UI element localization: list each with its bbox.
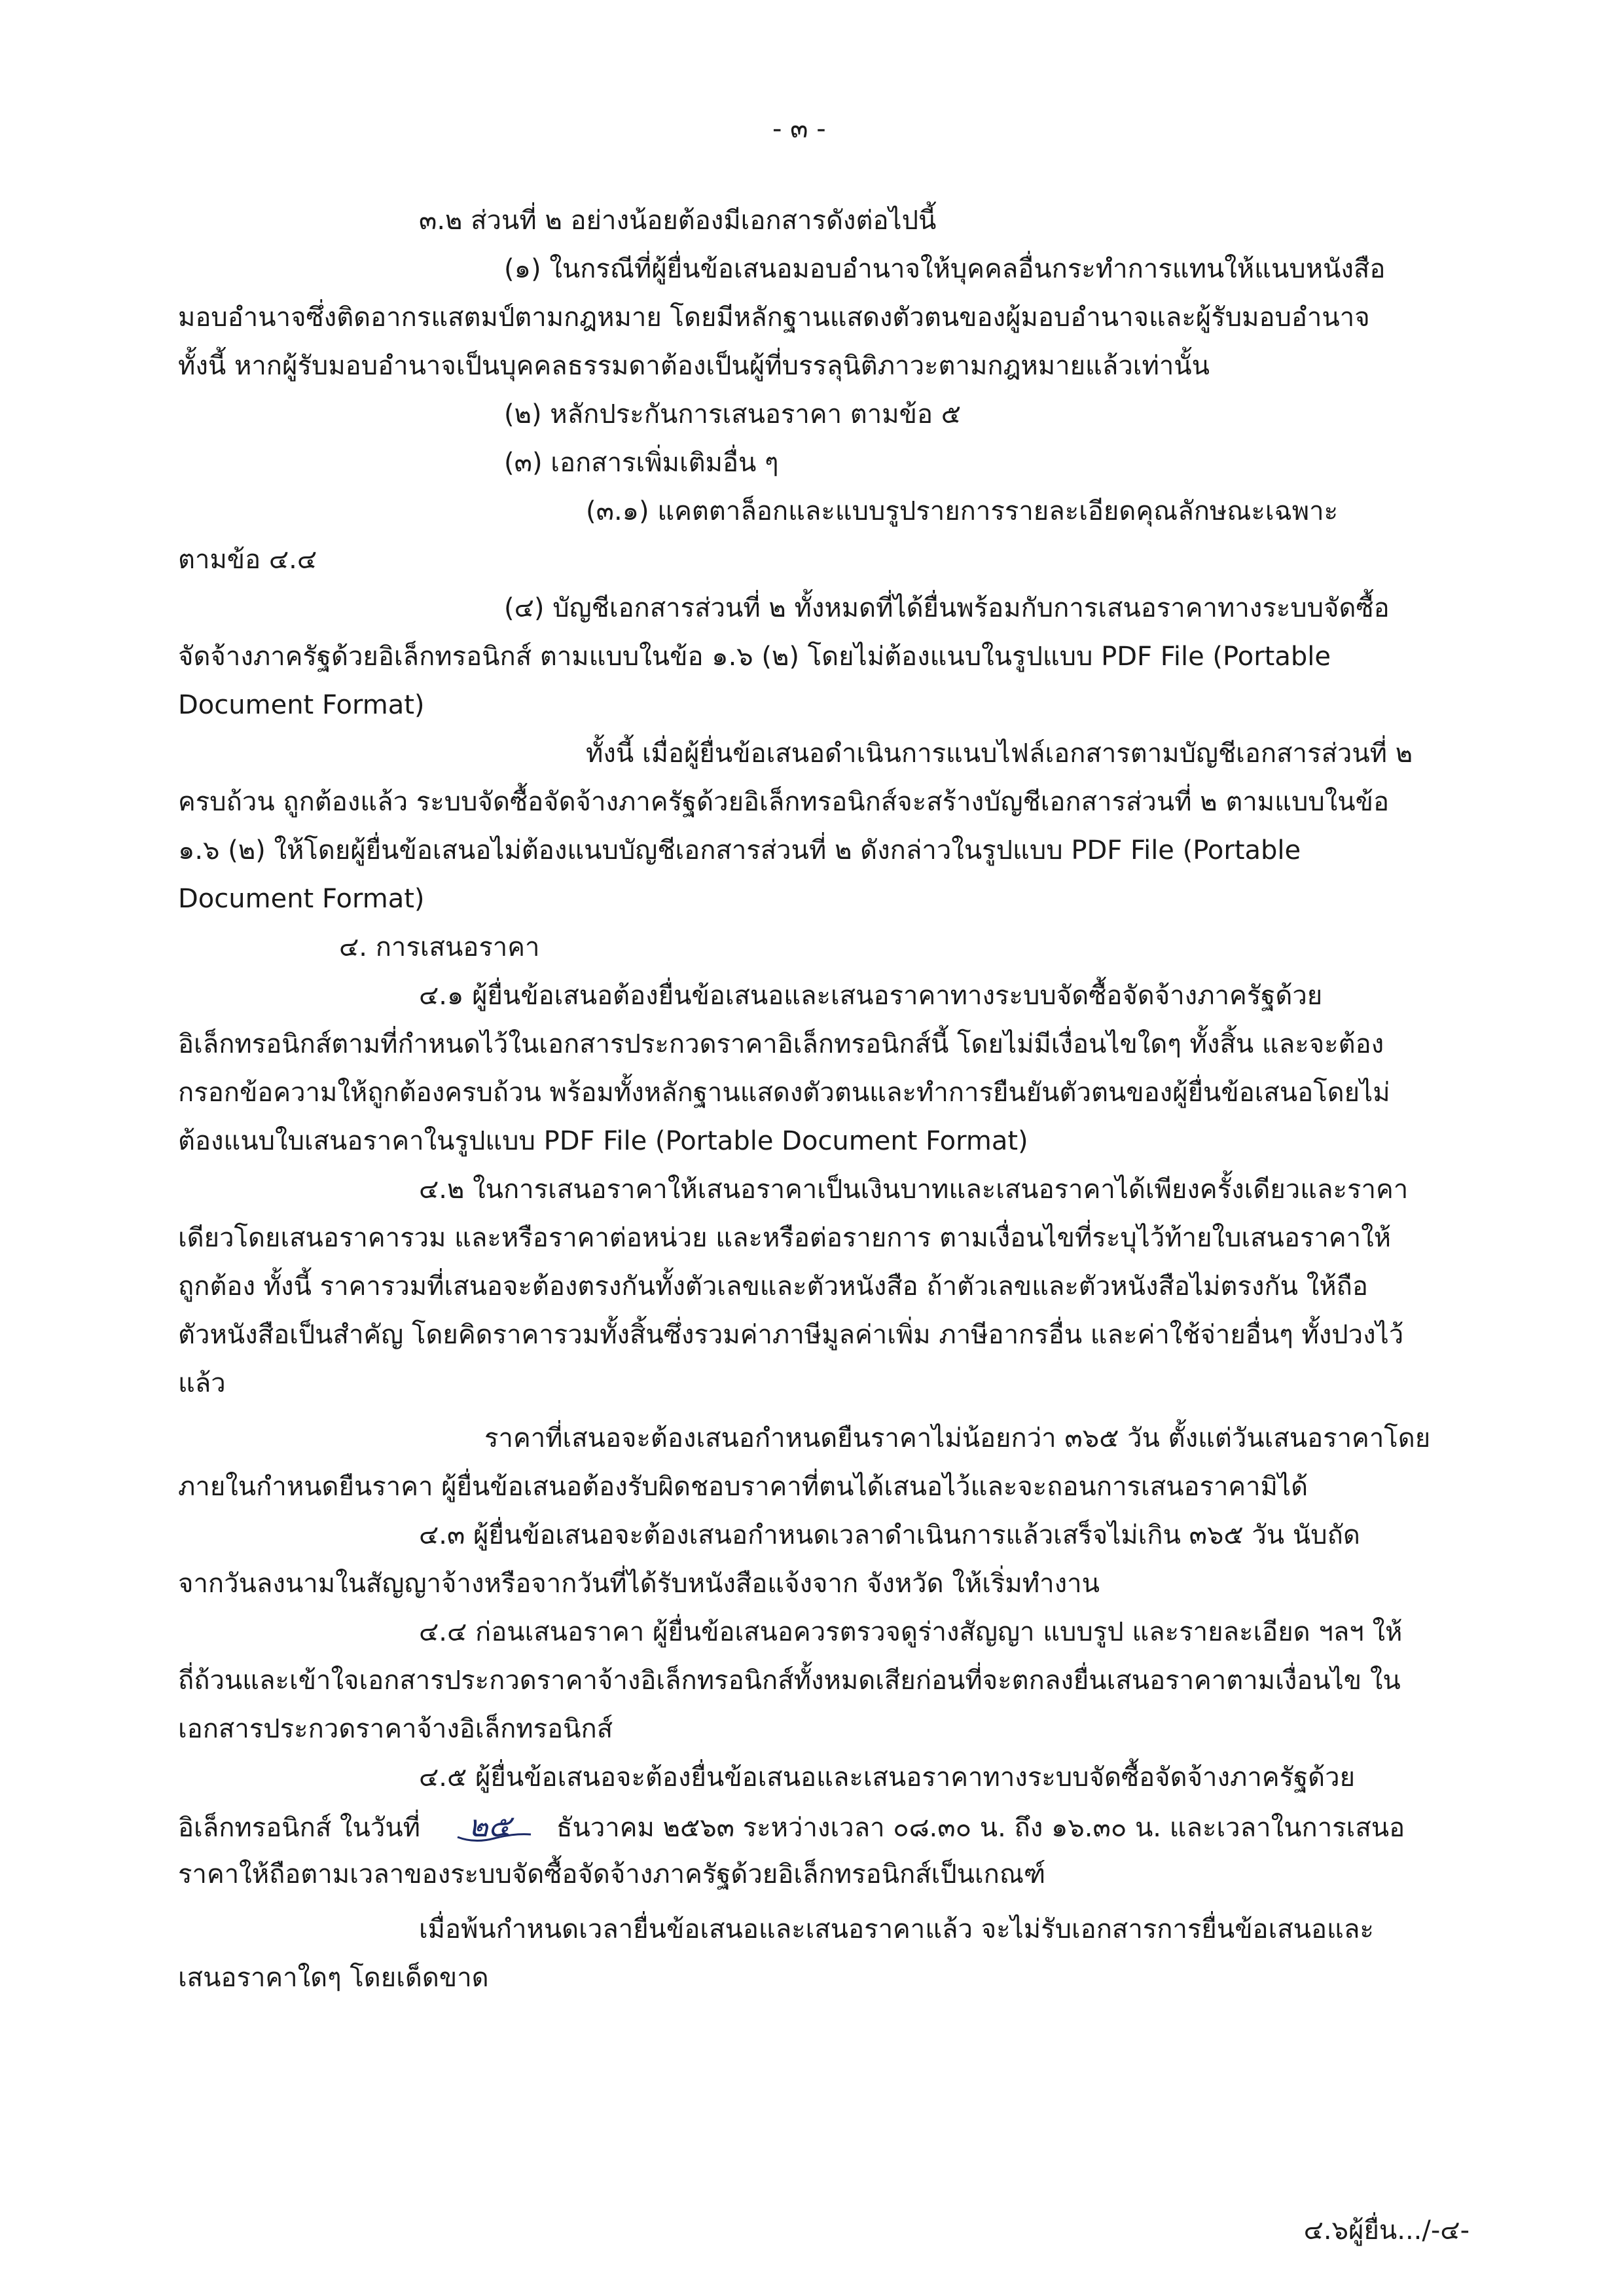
clause-4-1-cont: กรอกข้อความให้ถูกต้องครบถ้วน พร้อมทั้งหลักฐานแสดงตัวตนและทำการยืนยันตัวตนของผู้ยื่นข้อเสนอโดยไม่: [178, 1078, 1390, 1108]
clause-4-2-cont: ตัวหนังสือเป็นสำคัญ โดยคิดราคารวมทั้งสิ้นซึ่งรวมค่าภาษีมูลค่าเพิ่ม ภาษีอากรอื่น และค่าใช้จ่ายอื่นๆ ทั้งปวงไว้: [178, 1320, 1404, 1350]
note-paragraph: ทั้งนี้ เมื่อผู้ยื่นข้อเสนอดำเนินการแนบไฟล์เอกสารตามบัญชีเอกสารส่วนที่ ๒: [586, 738, 1413, 769]
clause-4-2-cont: เดียวโดยเสนอราคารวม และหรือราคาต่อหน่วย และหรือต่อรายการ ตามเงื่อนไขที่ระบุไว้ท้ายใบเสนอราคาให้: [178, 1223, 1391, 1253]
clause-4-3-cont: จากวันลงนามในสัญญาจ้างหรือจากวันที่ได้รับหนังสือแจ้งจาก จังหวัด ให้เริ่มทำงาน: [178, 1569, 1100, 1599]
item-1-cont: มอบอำนาจซึ่งติดอากรแสตมป์ตามกฎหมาย โดยมีหลักฐานแสดงตัวตนของผู้มอบอำนาจและผู้รับมอบอำนาจ: [178, 302, 1370, 333]
price-validity: ราคาที่เสนอจะต้องเสนอกำหนดยืนราคาไม่น้อยกว่า ๓๖๕ วัน ตั้งแต่วันเสนอราคาโดย: [484, 1423, 1431, 1453]
item-4-cont: จัดจ้างภาครัฐด้วยอิเล็กทรอนิกส์ ตามแบบในข้อ ๑.๖ (๒) โดยไม่ต้องแนบในรูปแบบ PDF File (Portable: [178, 642, 1331, 672]
clause-4-2-cont: แล้ว: [178, 1368, 226, 1398]
item-1: (๑) ในกรณีที่ผู้ยื่นข้อเสนอมอบอำนาจให้บุคคลอื่นกระทำการแทนให้แนบหนังสือ: [504, 254, 1386, 284]
note-paragraph-cont: ๑.๖ (๒) ให้โดยผู้ยื่นข้อเสนอไม่ต้องแนบบัญชีเอกสารส่วนที่ ๒ ดังกล่าวในรูปแบบ PDF File (Portable: [178, 835, 1301, 866]
clause-4-5-date-line: [178, 1802, 1405, 1852]
clause-4-5-cont: ราคาให้ถือตามเวลาของระบบจัดซื้อจัดจ้างภาครัฐด้วยอิเล็กทรอนิกส์เป็นเกณฑ์: [178, 1859, 1046, 1889]
deadline-paragraph: เมื่อพ้นกำหนดเวลายื่นข้อเสนอและเสนอราคาแล้ว จะไม่รับเอกสารการยื่นข้อเสนอและ: [419, 1914, 1374, 1944]
item-4: (๔) บัญชีเอกสารส่วนที่ ๒ ทั้งหมดที่ได้ยื่นพร้อมกับการเสนอราคาทางระบบจัดซื้อ: [504, 593, 1390, 623]
item-3: (๓) เอกสารเพิ่มเติมอื่น ๆ: [504, 448, 779, 478]
clause-4-1-cont: ต้องแนบใบเสนอราคาในรูปแบบ PDF File (Portable Document Format): [178, 1126, 1028, 1156]
clause-4-4-cont: ถี่ถ้วนและเข้าใจเอกสารประกวดราคาจ้างอิเล็กทรอนิกส์ทั้งหมดเสียก่อนที่จะตกลงยื่นเสนอราคาตามเงื่อนไข ใน: [178, 1666, 1401, 1696]
deadline-paragraph-cont: เสนอราคาใดๆ โดยเด็ดขาด: [178, 1963, 489, 1993]
page-footer: ๔.๖ผู้ยื่น.../-๔-: [1303, 2215, 1470, 2246]
date-line-prefix: อิเล็กทรอนิกส์ ในวันที่: [178, 1813, 421, 1843]
date-line-rest: ธันวาคม ๒๕๖๓ ระหว่างเวลา ๐๘.๓๐ น. ถึง ๑๖.๓๐ น. และเวลาในการเสนอ: [556, 1813, 1405, 1843]
page-number: - ๓ -: [772, 114, 826, 144]
clause-4-1-cont: อิเล็กทรอนิกส์ตามที่กำหนดไว้ในเอกสารประกวดราคาอิเล็กทรอนิกส์นี้ โดยไม่มีเงื่อนไขใดๆ ทั้งสิ้น และจะต้อง: [178, 1029, 1384, 1059]
item-1-cont: ทั้งนี้ หากผู้รับมอบอำนาจเป็นบุคคลธรรมดาต้องเป็นผู้ที่บรรลุนิติภาวะตามกฎหมายแล้วเท่านั้น: [178, 351, 1210, 381]
handwritten-date: [459, 1802, 520, 1850]
item-2: (๒) หลักประกันการเสนอราคา ตามข้อ ๕: [504, 399, 961, 429]
clause-4-2: ๔.๒ ในการเสนอราคาให้เสนอราคาเป็นเงินบาทและเสนอราคาได้เพียงครั้งเดียวและราคา: [419, 1175, 1409, 1205]
note-paragraph-cont: Document Format): [178, 884, 425, 914]
clause-4-1: ๔.๑ ผู้ยื่นข้อเสนอต้องยื่นข้อเสนอและเสนอราคาทางระบบจัดซื้อจัดจ้างภาครัฐด้วย: [419, 981, 1323, 1011]
section-4-heading: ๔. การเสนอราคา: [339, 932, 540, 962]
section-3-2-heading: ๓.๒ ส่วนที่ ๒ อย่างน้อยต้องมีเอกสารดังต่อไปนี้: [419, 206, 937, 236]
clause-4-4: ๔.๔ ก่อนเสนอราคา ผู้ยื่นข้อเสนอควรตรวจดูร่างสัญญา แบบรูป และรายละเอียด ฯลฯ ให้: [419, 1617, 1403, 1647]
handwriting-underline-icon: [455, 1806, 533, 1845]
clause-4-3: ๔.๓ ผู้ยื่นข้อเสนอจะต้องเสนอกำหนดเวลาดำเนินการแล้วเสร็จไม่เกิน ๓๖๕ วัน นับถัด: [419, 1520, 1360, 1550]
item-4-cont: Document Format): [178, 690, 425, 720]
price-validity-cont: ภายในกำหนดยืนราคา ผู้ยื่นข้อเสนอต้องรับผิดชอบราคาที่ตนได้เสนอไว้และจะถอนการเสนอราคามิได้: [178, 1472, 1308, 1502]
note-paragraph-cont: ครบถ้วน ถูกต้องแล้ว ระบบจัดซื้อจัดจ้างภาครัฐด้วยอิเล็กทรอนิกส์จะสร้างบัญชีเอกสารส่วนที่ ๒ ตามแบบในข้อ: [178, 787, 1389, 817]
handwritten-day: ๒๕: [468, 1808, 511, 1844]
item-3-1: (๓.๑) แคตตาล็อกและแบบรูปรายการรายละเอียดคุณลักษณะเฉพาะ: [586, 496, 1339, 526]
clause-4-5: ๔.๕ ผู้ยื่นข้อเสนอจะต้องยื่นข้อเสนอและเสนอราคาทางระบบจัดซื้อจัดจ้างภาครัฐด้วย: [419, 1762, 1356, 1793]
clause-4-4-cont: เอกสารประกวดราคาจ้างอิเล็กทรอนิกส์: [178, 1714, 613, 1744]
item-3-1-cont: ตามข้อ ๔.๔: [178, 545, 317, 575]
clause-4-2-cont: ถูกต้อง ทั้งนี้ ราคารวมที่เสนอจะต้องตรงกันทั้งตัวเลขและตัวหนังสือ ถ้าตัวเลขและตัวหนังสือไม่ตรงกัน ให้ถือ: [178, 1271, 1368, 1302]
